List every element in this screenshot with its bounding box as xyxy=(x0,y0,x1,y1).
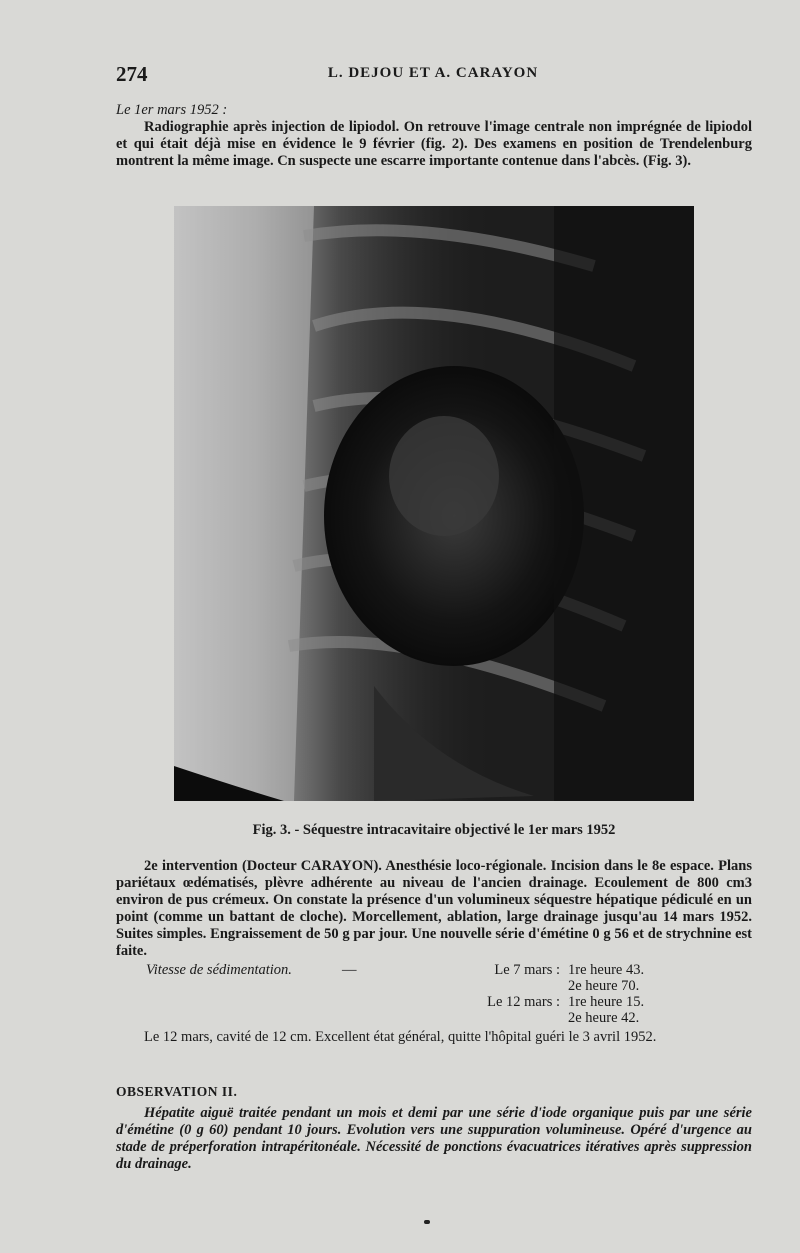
sedimentation-hour: 1re heure 15. xyxy=(568,994,645,1010)
sedimentation-row xyxy=(116,962,752,978)
sedimentation-row xyxy=(116,1010,752,1026)
print-mark xyxy=(424,1220,430,1224)
sedimentation-date: Le 7 mars : xyxy=(494,962,560,978)
sedimentation-row xyxy=(116,978,752,994)
sedimentation-label: Vitesse de sédimentation. xyxy=(146,962,292,978)
paragraph-observation: Hépatite aiguë traitée pendant un mois et demi par une série d'iode organique puis par une série d'émétine (0 g 60) pendant 10 jours. Evolution vers une suppuration volumineuse. Opéré d'urgence au stade de préperforation intrapéritonéale. Nécessité de ponctions évacuatrices itératives après suppression du drainage. xyxy=(116,1105,752,1172)
sedimentation-hour: 2e heure 70. xyxy=(568,978,640,994)
sedimentation-date: Le 12 mars : xyxy=(487,994,560,1010)
observation-heading: OBSERVATION II. xyxy=(116,1084,238,1099)
page-number: 274 xyxy=(116,62,148,86)
radiograph-image xyxy=(174,206,694,801)
radiograph-figure xyxy=(174,206,694,801)
paragraph-intervention: 2e intervention (Docteur CARAYON). Anesthésie loco-régionale. Incision dans le 8e espace. Plans pariétaux œdématisés, plèvre adhérente au niveau de l'ancien drainage. Ecoulement de 800 cm3 environ de pus crémeux. On constate la présence d'un volumineux séquestre hépatique pédiculé en un point (comme un battant de cloche). Morcellement, ablation, large drainage jusqu'au 14 mars 1952. Suites simples. Engraissement de 50 g par jour. Une nouvelle série d'émétine 0 g 56 et de strychnine est faite. xyxy=(116,858,752,959)
figure-caption: Fig. 3. - Séquestre intracavitaire objectivé le 1er mars 1952 xyxy=(252,822,616,838)
page-header xyxy=(116,62,750,84)
paragraph-radiographie: Radiographie après injection de lipiodol. On retrouve l'image centrale non imprégnée de lipiodol et qui était déjà mise en évidence le 9 février (fig. 2). Des examens en position de Trendelenburg montrent la même image. Cn suspecte une escarre importante contenue dans l'abcès. (Fig. 3). xyxy=(116,119,752,169)
sedimentation-hour: 2e heure 42. xyxy=(568,1010,640,1026)
paragraph-outcome: Le 12 mars, cavité de 12 cm. Excellent état général, quitte l'hôpital guéri le 3 avril 1952. xyxy=(144,1029,657,1045)
sedimentation-block xyxy=(116,962,752,1026)
date-line: Le 1er mars 1952 : xyxy=(116,102,228,118)
sedimentation-hour: 1re heure 43. xyxy=(568,962,645,978)
running-head: L. DEJOU ET A. CARAYON xyxy=(327,65,539,81)
sedimentation-dash: — xyxy=(342,962,357,978)
sedimentation-row xyxy=(116,994,752,1010)
